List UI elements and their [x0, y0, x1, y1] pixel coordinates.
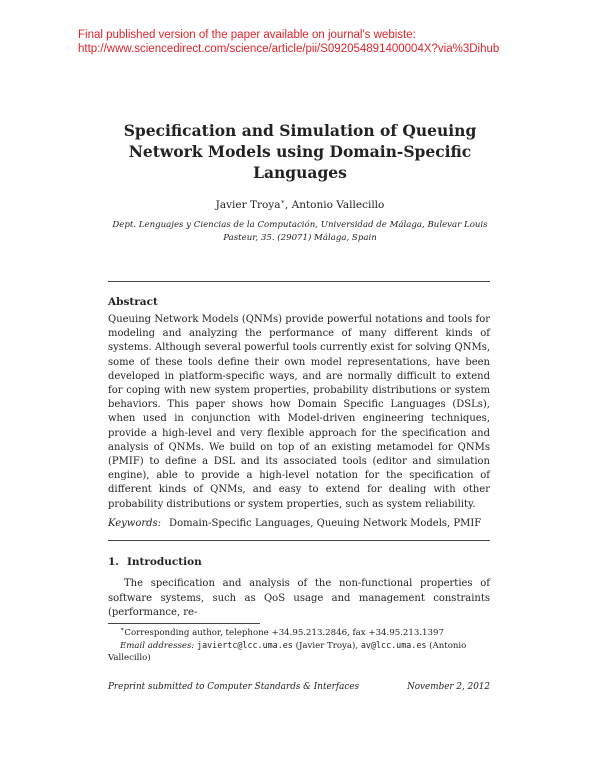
section-title: Introduction [126, 556, 202, 568]
footnote-emails-continued: Vallecillo) [108, 653, 151, 663]
footnote-mark: ∗ [120, 625, 125, 634]
title-line-3: Languages [253, 163, 347, 182]
email-label: Email addresses: [120, 641, 195, 651]
author-vallecillo: Antonio Vallecillo [291, 199, 385, 211]
affiliation-line-1: Dept. Lenguajes y Ciencias de la Computación, Universidad de Málaga, Bulevar Louis [112, 220, 488, 230]
footnote-corresponding [108, 627, 490, 639]
affiliation-line-2: Pasteur, 35. (29071) Málaga, Spain [223, 233, 377, 243]
email-vallecillo-link[interactable]: av@lcc.uma.es [360, 640, 427, 650]
abstract-body: Queuing Network Models (QNMs) provide powerful notations and tools for modeling and analyzing the performance of many different kinds of systems. Although several powerful tools currently exist for solving QNMs, some of these tools define their own model representations, have been developed in platform-specific ways, and are normally difficult to extend for coping with new system properties, probability distributions or system behaviors. This paper shows how Domain Specific Languages (DSLs), when used in conjunction with Model-driven engineering techniques, provide a high-level and very flexible approach for the specification and analysis of QNMs. We build on top of an existing metamodel for QNMs (PMIF) to define a DSL and its associated tools (editor and simulation engine), able to provide a high-level notation for the specification of different kinds of QNMs, and easy to extend for dealing with other probability distributions or system properties, such as system reliability. [108, 314, 490, 510]
affiliation [110, 219, 490, 245]
footnotes [108, 627, 490, 664]
section-number: 1. [108, 556, 119, 568]
footnote-emails [108, 639, 490, 652]
paper-title [90, 120, 510, 183]
notice-url-link[interactable]: http://www.sciencedirect.com/science/article/pii/S092054891400004X?via%3Dihub [78, 43, 500, 55]
abstract-bottom-rule [108, 540, 490, 541]
keywords-label: Keywords: [108, 518, 162, 529]
email-vallecillo-name: (Antonio [426, 641, 467, 651]
footnote-corresponding-text: Corresponding author, telephone +34.95.213.2846, fax +34.95.213.1397 [124, 628, 444, 638]
preprint-note: Preprint submitted to Computer Standards & Interfaces [108, 682, 360, 692]
publisher-notice [78, 28, 499, 56]
author-troya: Javier Troya [215, 199, 281, 211]
date-note: November 2, 2012 [407, 682, 490, 692]
notice-line-1: Final published version of the paper available on journal's webiste: [78, 29, 416, 41]
section-heading-introduction [108, 555, 202, 569]
footnote-rule [108, 623, 260, 624]
corresponding-author-mark: ∗ [280, 197, 285, 206]
keywords [108, 517, 490, 531]
email-troya-link[interactable]: javiertc@lcc.uma.es [197, 640, 293, 650]
title-line-1: Specification and Simulation of Queuing [123, 121, 477, 140]
keywords-text: Domain-Specific Languages, Queuing Network Models, PMIF [169, 518, 482, 529]
introduction-paragraph: The specification and analysis of the non-functional properties of software systems, such as QoS usage and management constraints (performance, re- [108, 578, 490, 618]
abstract-heading: Abstract [108, 296, 158, 308]
author-separator: , [284, 199, 292, 211]
abstract-top-rule [108, 281, 490, 282]
email-troya-name: (Javier Troya), [292, 641, 361, 651]
title-line-2: Network Models using Domain-Specific [128, 142, 472, 161]
author-list [100, 198, 500, 212]
